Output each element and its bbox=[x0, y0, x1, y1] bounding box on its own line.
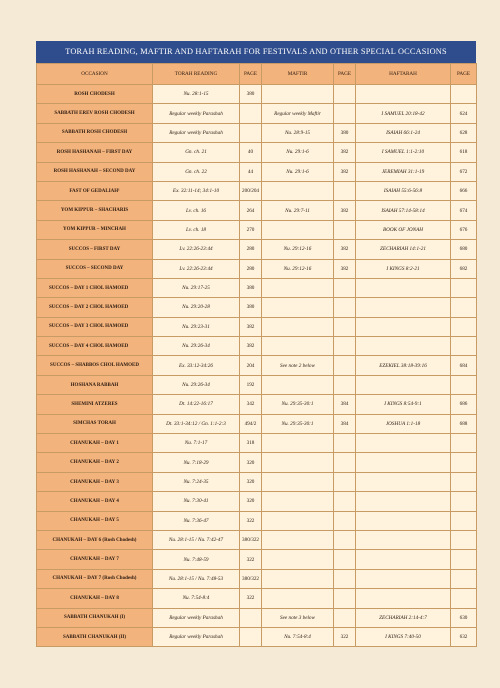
header-torah-reading: TORAH READING bbox=[153, 64, 240, 85]
torah-reading-cell: Ex. 33:12-34:26 bbox=[153, 356, 240, 375]
haftarah-cell: ISAIAH 66:1-24 bbox=[356, 123, 451, 142]
maftir-page-cell: 382 bbox=[334, 162, 356, 181]
torah-reading-cell: Gn. ch. 21 bbox=[153, 143, 240, 162]
torah-reading-cell: Regular weekly Parashah bbox=[153, 608, 240, 627]
haftarah-page-cell: 674 bbox=[451, 201, 477, 220]
torah-page-cell: 44 bbox=[240, 162, 262, 181]
occasion-cell: SHEMINI ATZERES bbox=[37, 395, 153, 414]
maftir-page-cell bbox=[334, 530, 356, 549]
occasion-cell: SABBATH ROSH CHODESH bbox=[37, 123, 153, 142]
haftarah-page-cell: 676 bbox=[451, 220, 477, 239]
readings-table bbox=[36, 63, 477, 647]
torah-page-cell: 382 bbox=[240, 317, 262, 336]
haftarah-page-cell bbox=[451, 298, 477, 317]
torah-reading-cell: Nu. 28:1-15 / Nu. 7:42-47 bbox=[153, 530, 240, 549]
maftir-cell bbox=[262, 337, 334, 356]
occasion-cell: CHANUKAH – DAY 7 bbox=[37, 550, 153, 569]
haftarah-cell: ZECHARIAH 2:14-4:7 bbox=[356, 608, 451, 627]
torah-page-cell: 380/322 bbox=[240, 569, 262, 588]
haftarah-cell bbox=[356, 569, 451, 588]
haftarah-page-cell: 680 bbox=[451, 240, 477, 259]
table-row bbox=[37, 162, 477, 181]
torah-page-cell: 270 bbox=[240, 220, 262, 239]
maftir-cell bbox=[262, 181, 334, 200]
torah-reading-cell: Nu. 7:36-47 bbox=[153, 511, 240, 530]
torah-page-cell: 382 bbox=[240, 337, 262, 356]
occasion-cell: SIMCHAS TORAH bbox=[37, 414, 153, 433]
occasion-cell: HOSHANA RABBAH bbox=[37, 375, 153, 394]
occasion-cell: CHANUKAH – DAY 6 (Rosh Chodesh) bbox=[37, 530, 153, 549]
maftir-page-cell bbox=[334, 220, 356, 239]
header-haftarah: HAFTARAH bbox=[356, 64, 451, 85]
table-row bbox=[37, 375, 477, 394]
haftarah-cell bbox=[356, 298, 451, 317]
maftir-cell bbox=[262, 298, 334, 317]
table-row bbox=[37, 201, 477, 220]
torah-page-cell: 380 bbox=[240, 278, 262, 297]
table-row bbox=[37, 627, 477, 646]
torah-page-cell: 342 bbox=[240, 395, 262, 414]
torah-reading-cell: Nu. 7:30-41 bbox=[153, 492, 240, 511]
table-row bbox=[37, 569, 477, 588]
maftir-cell bbox=[262, 453, 334, 472]
haftarah-cell bbox=[356, 85, 451, 104]
occasion-cell: CHANUKAH – DAY 2 bbox=[37, 453, 153, 472]
torah-reading-cell: Nu. 7:48-59 bbox=[153, 550, 240, 569]
maftir-cell: See note 3 below bbox=[262, 608, 334, 627]
maftir-page-cell bbox=[334, 472, 356, 491]
maftir-cell bbox=[262, 589, 334, 608]
maftir-cell: Nu. 29:1-6 bbox=[262, 162, 334, 181]
torah-page-cell: 200/204 bbox=[240, 181, 262, 200]
torah-reading-cell: Nu. 29:17-25 bbox=[153, 278, 240, 297]
haftarah-cell bbox=[356, 317, 451, 336]
table-row bbox=[37, 511, 477, 530]
maftir-cell: Nu. 7:54-8:4 bbox=[262, 627, 334, 646]
haftarah-page-cell: 624 bbox=[451, 104, 477, 123]
maftir-cell bbox=[262, 220, 334, 239]
maftir-page-cell bbox=[334, 375, 356, 394]
haftarah-page-cell: 618 bbox=[451, 143, 477, 162]
header-page: PAGE bbox=[451, 64, 477, 85]
maftir-page-cell: 380 bbox=[334, 123, 356, 142]
haftarah-cell bbox=[356, 530, 451, 549]
torah-reading-cell: Lv. 22:26-23:44 bbox=[153, 259, 240, 278]
maftir-page-cell bbox=[334, 434, 356, 453]
occasion-cell: SUCCOS – DAY 3 CHOL HAMOED bbox=[37, 317, 153, 336]
table-row bbox=[37, 453, 477, 472]
maftir-page-cell: 382 bbox=[334, 143, 356, 162]
table-row bbox=[37, 181, 477, 200]
torah-page-cell: 40 bbox=[240, 143, 262, 162]
maftir-cell: Regular weekly Maftir bbox=[262, 104, 334, 123]
occasion-cell: SUCCOS – DAY 2 CHOL HAMOED bbox=[37, 298, 153, 317]
maftir-page-cell bbox=[334, 550, 356, 569]
table-row bbox=[37, 104, 477, 123]
haftarah-cell bbox=[356, 492, 451, 511]
torah-reading-cell: Nu. 7:1-17 bbox=[153, 434, 240, 453]
occasion-cell: YOM KIPPUR – MINCHAH bbox=[37, 220, 153, 239]
table-row bbox=[37, 472, 477, 491]
haftarah-page-cell: 684 bbox=[451, 356, 477, 375]
header-occasion: OCCASION bbox=[37, 64, 153, 85]
haftarah-page-cell bbox=[451, 472, 477, 491]
maftir-cell bbox=[262, 375, 334, 394]
maftir-cell bbox=[262, 472, 334, 491]
torah-page-cell bbox=[240, 627, 262, 646]
maftir-cell: Nu. 29:12-16 bbox=[262, 259, 334, 278]
maftir-cell bbox=[262, 317, 334, 336]
torah-page-cell bbox=[240, 123, 262, 142]
occasion-cell: SUCCOS – SECOND DAY bbox=[37, 259, 153, 278]
torah-reading-cell: Gn. ch. 22 bbox=[153, 162, 240, 181]
maftir-cell bbox=[262, 550, 334, 569]
torah-reading-cell: Nu. 7:54-8:4 bbox=[153, 589, 240, 608]
table-row bbox=[37, 337, 477, 356]
maftir-page-cell bbox=[334, 589, 356, 608]
table-row bbox=[37, 259, 477, 278]
table-row bbox=[37, 530, 477, 549]
haftarah-page-cell bbox=[451, 511, 477, 530]
haftarah-page-cell: 630 bbox=[451, 608, 477, 627]
haftarah-page-cell: 672 bbox=[451, 162, 477, 181]
occasion-cell: CHANUKAH – DAY 4 bbox=[37, 492, 153, 511]
maftir-cell: Nu. 29:7-11 bbox=[262, 201, 334, 220]
torah-reading-cell: Lv. 22:26-23:44 bbox=[153, 240, 240, 259]
haftarah-cell: JOSHUA 1:1-18 bbox=[356, 414, 451, 433]
haftarah-cell: BOOK OF JONAH bbox=[356, 220, 451, 239]
maftir-cell bbox=[262, 85, 334, 104]
torah-page-cell: 204 bbox=[240, 356, 262, 375]
haftarah-cell bbox=[356, 472, 451, 491]
haftarah-cell: ISAIAH 57:14-58:14 bbox=[356, 201, 451, 220]
maftir-page-cell bbox=[334, 85, 356, 104]
haftarah-page-cell bbox=[451, 530, 477, 549]
torah-page-cell: 380/322 bbox=[240, 530, 262, 549]
haftarah-page-cell bbox=[451, 434, 477, 453]
haftarah-page-cell bbox=[451, 569, 477, 588]
table-sheet bbox=[36, 41, 476, 647]
haftarah-cell bbox=[356, 278, 451, 297]
table-row bbox=[37, 85, 477, 104]
table-row bbox=[37, 550, 477, 569]
occasion-cell: CHANUKAH – DAY 7 (Rosh Chodesh) bbox=[37, 569, 153, 588]
torah-page-cell bbox=[240, 608, 262, 627]
torah-page-cell: 318 bbox=[240, 434, 262, 453]
torah-page-cell: 380 bbox=[240, 298, 262, 317]
maftir-cell: Nu. 29:35-30:1 bbox=[262, 395, 334, 414]
haftarah-page-cell bbox=[451, 278, 477, 297]
occasion-cell: SABBATH CHANUKAH (I) bbox=[37, 608, 153, 627]
table-row bbox=[37, 298, 477, 317]
table-row bbox=[37, 317, 477, 336]
haftarah-cell: I SAMUEL 1:1-2:10 bbox=[356, 143, 451, 162]
maftir-page-cell: 384 bbox=[334, 395, 356, 414]
haftarah-page-cell bbox=[451, 337, 477, 356]
haftarah-page-cell: 688 bbox=[451, 414, 477, 433]
haftarah-page-cell bbox=[451, 453, 477, 472]
table-row bbox=[37, 123, 477, 142]
maftir-page-cell bbox=[334, 317, 356, 336]
haftarah-cell: EZEKIEL 38:18-39:16 bbox=[356, 356, 451, 375]
torah-reading-cell: Nu. 7:18-29 bbox=[153, 453, 240, 472]
maftir-cell: Nu. 29:1-6 bbox=[262, 143, 334, 162]
table-row bbox=[37, 434, 477, 453]
haftarah-cell: I SAMUEL 20:18-42 bbox=[356, 104, 451, 123]
torah-page-cell: 280 bbox=[240, 240, 262, 259]
maftir-page-cell bbox=[334, 511, 356, 530]
torah-reading-cell: Nu. 28:1-15 / Nu. 7:48-53 bbox=[153, 569, 240, 588]
maftir-cell: Nu. 28:9-15 bbox=[262, 123, 334, 142]
table-row bbox=[37, 356, 477, 375]
haftarah-page-cell bbox=[451, 550, 477, 569]
haftarah-page-cell bbox=[451, 492, 477, 511]
haftarah-cell: JEREMIAH 31:1-19 bbox=[356, 162, 451, 181]
maftir-page-cell bbox=[334, 492, 356, 511]
haftarah-page-cell: 666 bbox=[451, 181, 477, 200]
haftarah-cell: ZECHARIAH 14:1-21 bbox=[356, 240, 451, 259]
torah-page-cell: 320 bbox=[240, 472, 262, 491]
torah-reading-cell: Nu. 29:20-28 bbox=[153, 298, 240, 317]
occasion-cell: SUCCOS – DAY 1 CHOL HAMOED bbox=[37, 278, 153, 297]
maftir-page-cell bbox=[334, 569, 356, 588]
maftir-cell bbox=[262, 434, 334, 453]
haftarah-cell bbox=[356, 511, 451, 530]
header-row bbox=[37, 64, 477, 85]
torah-page-cell: 322 bbox=[240, 511, 262, 530]
torah-reading-cell: Nu. 7:24-35 bbox=[153, 472, 240, 491]
maftir-page-cell bbox=[334, 453, 356, 472]
table-row bbox=[37, 240, 477, 259]
maftir-cell bbox=[262, 278, 334, 297]
torah-page-cell: 322 bbox=[240, 589, 262, 608]
maftir-page-cell bbox=[334, 608, 356, 627]
table-title: TORAH READING, MAFTIR AND HAFTARAH FOR FESTIVALS AND OTHER SPECIAL OCCASIONS bbox=[36, 41, 476, 63]
haftarah-cell bbox=[356, 550, 451, 569]
maftir-page-cell bbox=[334, 278, 356, 297]
maftir-page-cell: 382 bbox=[334, 201, 356, 220]
occasion-cell: SUCCOS – SHABBOS CHOL HAMOED bbox=[37, 356, 153, 375]
table-row bbox=[37, 589, 477, 608]
torah-page-cell: 280 bbox=[240, 259, 262, 278]
occasion-cell: YOM KIPPUR – SHACHARIS bbox=[37, 201, 153, 220]
maftir-page-cell bbox=[334, 356, 356, 375]
table-row bbox=[37, 414, 477, 433]
header-maftir: MAFTIR bbox=[262, 64, 334, 85]
occasion-cell: SUCCOS – FIRST DAY bbox=[37, 240, 153, 259]
torah-reading-cell: Regular weekly Parashah bbox=[153, 123, 240, 142]
torah-reading-cell: Lv. ch. 18 bbox=[153, 220, 240, 239]
torah-reading-cell: Regular weekly Parashah bbox=[153, 627, 240, 646]
haftarah-cell bbox=[356, 337, 451, 356]
torah-page-cell: 322 bbox=[240, 550, 262, 569]
occasion-cell: SUCCOS – DAY 4 CHOL HAMOED bbox=[37, 337, 153, 356]
haftarah-cell bbox=[356, 589, 451, 608]
haftarah-page-cell: 682 bbox=[451, 259, 477, 278]
haftarah-cell bbox=[356, 453, 451, 472]
torah-reading-cell: Nu. 29:26-34 bbox=[153, 375, 240, 394]
torah-page-cell: 192 bbox=[240, 375, 262, 394]
occasion-cell: CHANUKAH – DAY 3 bbox=[37, 472, 153, 491]
haftarah-cell: I KINGS 7:40-50 bbox=[356, 627, 451, 646]
torah-reading-cell: Nu. 28:1-15 bbox=[153, 85, 240, 104]
haftarah-page-cell bbox=[451, 375, 477, 394]
maftir-cell bbox=[262, 492, 334, 511]
haftarah-page-cell bbox=[451, 85, 477, 104]
haftarah-cell: I KINGS 8:2-21 bbox=[356, 259, 451, 278]
table-row bbox=[37, 143, 477, 162]
maftir-page-cell: 322 bbox=[334, 627, 356, 646]
maftir-cell: Nu. 29:12-16 bbox=[262, 240, 334, 259]
table-row bbox=[37, 492, 477, 511]
torah-page-cell: 264 bbox=[240, 201, 262, 220]
torah-reading-cell: Ex. 32:11-14; 34:1-10 bbox=[153, 181, 240, 200]
occasion-cell: ROSH CHODESH bbox=[37, 85, 153, 104]
table-row bbox=[37, 395, 477, 414]
maftir-page-cell bbox=[334, 298, 356, 317]
haftarah-cell bbox=[356, 375, 451, 394]
haftarah-cell: ISAIAH 55:6-56:8 bbox=[356, 181, 451, 200]
maftir-page-cell bbox=[334, 104, 356, 123]
maftir-cell: See note 2 below bbox=[262, 356, 334, 375]
torah-reading-cell: Regular weekly Parashah bbox=[153, 104, 240, 123]
occasion-cell: CHANUKAH – DAY 5 bbox=[37, 511, 153, 530]
header-page: PAGE bbox=[240, 64, 262, 85]
maftir-cell bbox=[262, 530, 334, 549]
torah-page-cell: 380 bbox=[240, 85, 262, 104]
occasion-cell: CHANUKAH – DAY 8 bbox=[37, 589, 153, 608]
maftir-page-cell: 382 bbox=[334, 259, 356, 278]
torah-page-cell bbox=[240, 104, 262, 123]
haftarah-cell: I KINGS 8:54-9:1 bbox=[356, 395, 451, 414]
maftir-page-cell: 384 bbox=[334, 414, 356, 433]
haftarah-cell bbox=[356, 434, 451, 453]
haftarah-page-cell bbox=[451, 589, 477, 608]
maftir-cell bbox=[262, 569, 334, 588]
occasion-cell: SABBATH CHANUKAH (II) bbox=[37, 627, 153, 646]
occasion-cell: CHANUKAH – DAY 1 bbox=[37, 434, 153, 453]
maftir-page-cell bbox=[334, 337, 356, 356]
maftir-page-cell bbox=[334, 181, 356, 200]
occasion-cell: ROSH HASHANAH – FIRST DAY bbox=[37, 143, 153, 162]
torah-page-cell: 320 bbox=[240, 453, 262, 472]
table-row bbox=[37, 220, 477, 239]
maftir-page-cell: 382 bbox=[334, 240, 356, 259]
torah-reading-cell: Dt. 33:1-34:12 / Gn. 1:1-2:3 bbox=[153, 414, 240, 433]
table-row bbox=[37, 608, 477, 627]
header-page: PAGE bbox=[334, 64, 356, 85]
haftarah-page-cell: 686 bbox=[451, 395, 477, 414]
haftarah-page-cell: 632 bbox=[451, 627, 477, 646]
occasion-cell: FAST OF GEDALIAH¹ bbox=[37, 181, 153, 200]
torah-reading-cell: Dt. 14:22-16:17 bbox=[153, 395, 240, 414]
maftir-cell bbox=[262, 511, 334, 530]
torah-page-cell: 494/2 bbox=[240, 414, 262, 433]
torah-reading-cell: Nu. 29:23-31 bbox=[153, 317, 240, 336]
occasion-cell: SABBATH EREV ROSH CHODESH bbox=[37, 104, 153, 123]
torah-reading-cell: Lv. ch. 16 bbox=[153, 201, 240, 220]
haftarah-page-cell: 628 bbox=[451, 123, 477, 142]
table-row bbox=[37, 278, 477, 297]
haftarah-page-cell bbox=[451, 317, 477, 336]
torah-page-cell: 320 bbox=[240, 492, 262, 511]
torah-reading-cell: Nu. 29:26-34 bbox=[153, 337, 240, 356]
occasion-cell: ROSH HASHANAH – SECOND DAY bbox=[37, 162, 153, 181]
maftir-cell: Nu. 29:35-30:1 bbox=[262, 414, 334, 433]
